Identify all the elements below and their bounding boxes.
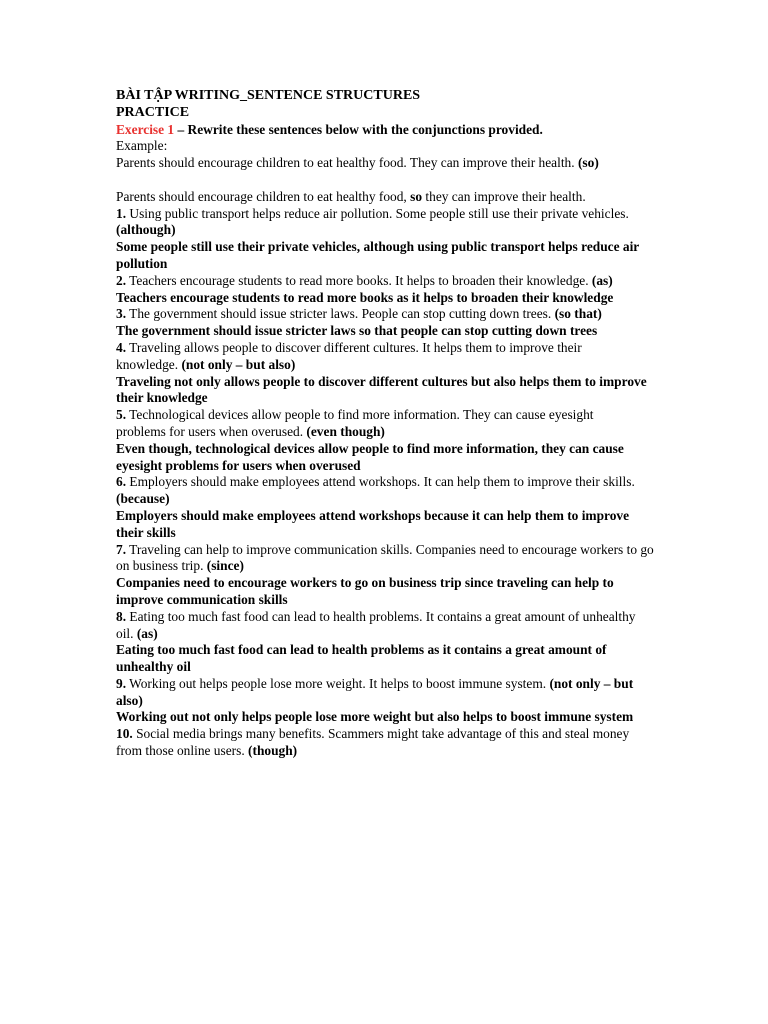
exercise-label: Exercise 1 bbox=[116, 121, 175, 137]
exercise-question-continued bbox=[116, 424, 656, 441]
question-text: The government should issue stricter laws. People can stop cutting down trees. bbox=[126, 306, 555, 322]
question-text: Teachers encourage students to read more books. It helps to broaden their knowledge. bbox=[126, 272, 592, 288]
exercise-question bbox=[116, 474, 656, 508]
question-number: 1. bbox=[116, 205, 127, 221]
exercise-question-continued bbox=[116, 357, 656, 374]
question-number: 6. bbox=[116, 474, 127, 490]
answer-text: Employers should make employees attend workshops because it can help them to improve their skills bbox=[116, 507, 630, 540]
question-number: 3. bbox=[116, 306, 127, 322]
question-number: 9. bbox=[116, 675, 127, 691]
question-text: Traveling allows people to discover different cultures. It helps them to improve their bbox=[126, 339, 582, 355]
example-question bbox=[116, 155, 656, 172]
question-conjunction: (as) bbox=[591, 272, 613, 288]
question-number: 10. bbox=[116, 726, 133, 742]
question-text: problems for users when overused. bbox=[116, 423, 307, 439]
answer-text: Some people still use their private vehicles, although using public transport helps reduce air pollution bbox=[116, 239, 640, 271]
question-number: 4. bbox=[116, 339, 127, 355]
answer-text: Companies need to encourage workers to go on business trip since traveling can help to improve communication skills bbox=[116, 575, 614, 607]
question-conjunction: (even though) bbox=[306, 423, 385, 439]
question-text: knowledge. bbox=[116, 356, 182, 372]
exercise-question bbox=[116, 676, 656, 710]
document-subtitle: PRACTICE bbox=[116, 104, 190, 120]
example-answer-post: they can improve their health. bbox=[422, 188, 586, 204]
exercise-question bbox=[116, 340, 656, 357]
spacer bbox=[116, 172, 656, 189]
exercise-question bbox=[116, 206, 656, 240]
answer-text: Working out not only helps people lose more weight but also helps to boost immune system bbox=[116, 709, 634, 725]
exercise-question bbox=[116, 273, 656, 290]
example-question-text: Parents should encourage children to eat healthy food. They can improve their health. bbox=[116, 155, 578, 171]
question-conjunction: (though) bbox=[248, 743, 298, 759]
answer-text: Eating too much fast food can lead to health problems as it contains a great amount of unhealthy oil bbox=[116, 642, 607, 675]
answer-text: Traveling not only allows people to discover different cultures but also helps them to improve their knowledge bbox=[116, 373, 647, 406]
question-text: Working out helps people lose more weight. It helps to boost immune system. bbox=[126, 675, 550, 691]
question-text: Social media brings many benefits. Scammers might take advantage of this and steal money from those online users. bbox=[116, 726, 630, 759]
question-number: 5. bbox=[116, 407, 127, 423]
example-question-conjunction: (so) bbox=[577, 155, 599, 171]
question-conjunction: (so that) bbox=[554, 306, 602, 322]
question-conjunction: (because) bbox=[116, 491, 170, 507]
question-text: Employers should make employees attend workshops. It can help them to improve their skills. bbox=[126, 474, 635, 490]
exercise-items bbox=[116, 206, 656, 760]
document-page bbox=[116, 88, 656, 760]
exercise-question bbox=[116, 407, 656, 424]
example-answer bbox=[116, 189, 656, 206]
question-conjunction: (not only – but also) bbox=[181, 356, 296, 372]
question-conjunction: (not only – but also) bbox=[116, 675, 634, 708]
question-number: 2. bbox=[116, 272, 127, 288]
question-conjunction: (since) bbox=[206, 558, 244, 574]
exercise-question bbox=[116, 726, 656, 760]
question-conjunction: (as) bbox=[136, 625, 158, 641]
question-number: 8. bbox=[116, 608, 127, 624]
example-answer-pre: Parents should encourage children to eat healthy food, bbox=[116, 188, 411, 204]
exercise-question bbox=[116, 542, 656, 576]
answer-text: Teachers encourage students to read more books as it helps to broaden their knowledge bbox=[116, 289, 614, 305]
question-text: Using public transport helps reduce air pollution. Some people still use their private vehicles. bbox=[126, 205, 629, 221]
question-text: Eating too much fast food can lead to health problems. It contains a great amount of unhealthy oil. bbox=[116, 608, 636, 641]
answer-text: The government should issue stricter laws so that people can stop cutting down trees bbox=[116, 323, 598, 339]
question-number: 7. bbox=[116, 541, 127, 557]
exercise-question bbox=[116, 306, 656, 323]
example-label: Example: bbox=[116, 138, 168, 154]
question-text: Technological devices allow people to find more information. They can cause eyesight bbox=[126, 407, 594, 423]
document-title: BÀI TẬP WRITING_SENTENCE STRUCTURES bbox=[116, 88, 421, 103]
exercise-question bbox=[116, 609, 656, 643]
example-answer-conjunction: so bbox=[410, 188, 423, 204]
answer-text: Even though, technological devices allow people to find more information, they can cause eyesight problems for users when overused bbox=[116, 440, 624, 473]
exercise-instruction: – Rewrite these sentences below with the conjunctions provided. bbox=[174, 121, 543, 137]
question-text: Traveling can help to improve communication skills. Companies need to encourage workers to go on business trip. bbox=[116, 541, 654, 574]
exercise-heading bbox=[116, 122, 656, 139]
question-conjunction: (although) bbox=[116, 222, 176, 238]
